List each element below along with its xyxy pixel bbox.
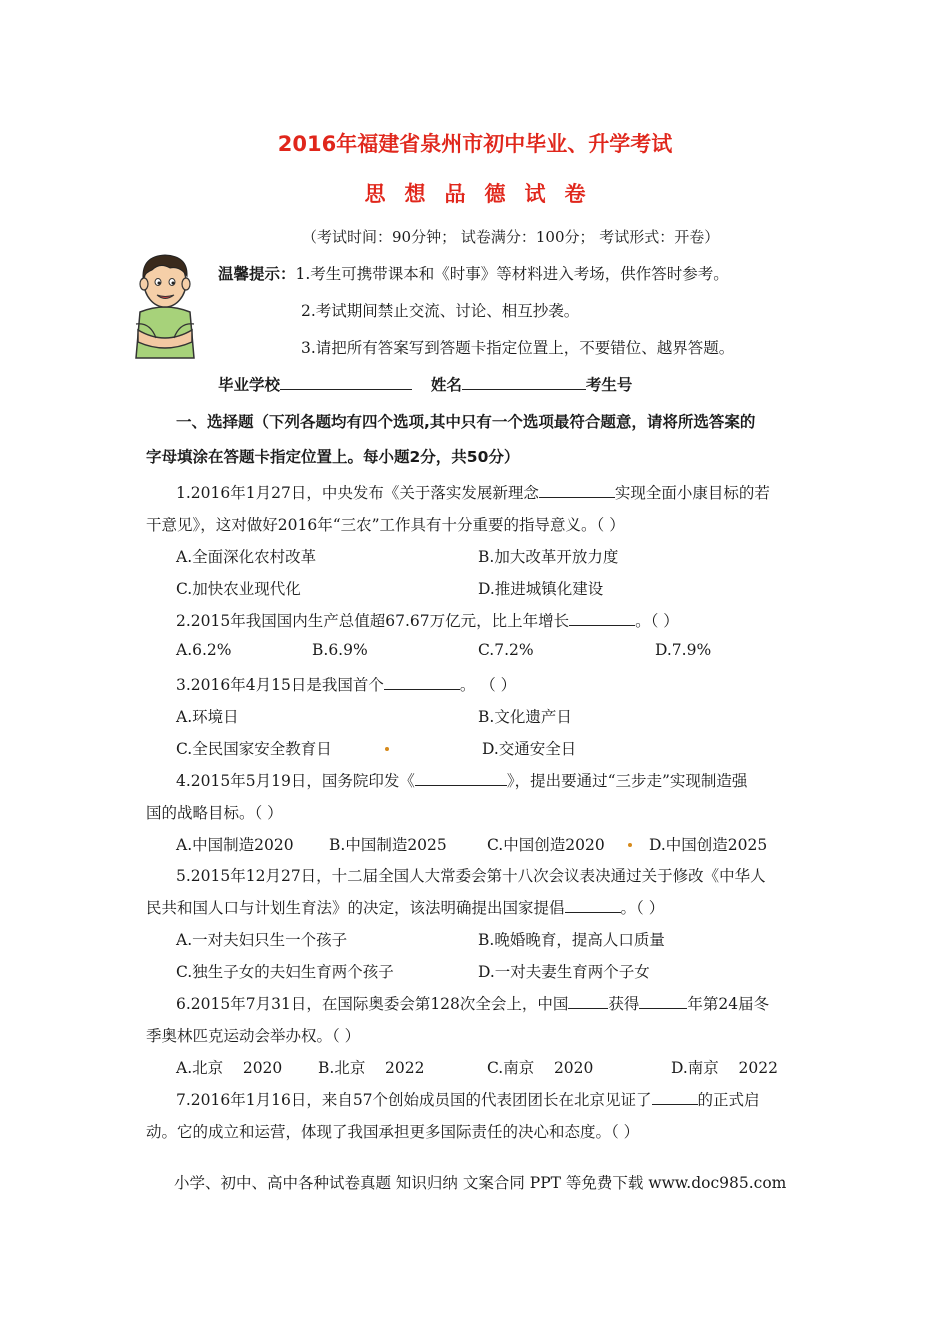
question-text: 7.2016年1月16日，来自57个创始成员国的代表团团长在北京见证了 xyxy=(176,1091,652,1109)
option-b: B.6.9% xyxy=(312,641,368,659)
exam-title: 2016年福建省泉州市初中毕业、升学考试 xyxy=(277,132,673,156)
question-text: 4.2015年5月19日，国务院印发《 xyxy=(176,772,415,790)
question-6-stem xyxy=(176,992,769,1014)
question-2-stem xyxy=(176,609,679,631)
question-text: 。（ ） xyxy=(635,612,679,630)
school-field[interactable] xyxy=(280,375,412,390)
question-text: 获得 xyxy=(608,995,640,1013)
answer-blank xyxy=(415,771,507,786)
section-heading-cont: 字母填涂在答题卡指定位置上。每小题2分，共50分） xyxy=(146,448,520,466)
footer-text: 小学、初中、高中各种试卷真题 知识归纳 文案合同 PPT 等免费下载 www.doc985.com xyxy=(174,1174,787,1192)
question-6-stem-cont: 季奥林匹克运动会举办权。（ ） xyxy=(146,1027,361,1045)
option-a: A.6.2% xyxy=(176,641,232,659)
question-4-stem-cont: 国的战略目标。（ ） xyxy=(146,804,283,822)
option-c: C.加快农业现代化 xyxy=(176,580,301,598)
question-7-stem-cont: 动。它的成立和运营，体现了我国承担更多国际责任的决心和态度。（ ） xyxy=(146,1123,640,1141)
question-text: 的正式启 xyxy=(697,1091,760,1109)
question-text: 。（ ） xyxy=(620,899,665,917)
question-text: 。 （ ） xyxy=(459,676,517,694)
student-id-label: 考生号 xyxy=(585,376,633,394)
question-text: 6.2015年7月31日，在国际奥委会第128次全会上，中国 xyxy=(176,995,569,1013)
tip-item: 1.考生可携带课本和《时事》等材料进入考场，供作答时参考。 xyxy=(295,265,729,283)
student-cartoon-illustration xyxy=(130,250,200,362)
option-b: B.中国制造2025 xyxy=(329,836,447,854)
tips-row-1 xyxy=(218,262,729,284)
option-c: C.南京 2020 xyxy=(487,1059,594,1077)
question-text: 实现全面小康目标的若 xyxy=(614,484,770,502)
option-a: A.中国制造2020 xyxy=(176,836,294,854)
answer-blank xyxy=(565,898,621,913)
exam-subtitle: 思想品德试卷 xyxy=(364,182,605,206)
option-b: B.北京 2022 xyxy=(318,1059,425,1077)
stray-dot xyxy=(385,747,389,751)
question-4-stem xyxy=(176,769,747,791)
option-a: A.环境日 xyxy=(176,708,239,726)
option-d: D.一对夫妻生育两个子女 xyxy=(478,963,650,981)
answer-blank xyxy=(652,1090,698,1105)
option-c: C.7.2% xyxy=(478,641,534,659)
tip-item: 3.请把所有答案写到答题卡指定位置上，不要错位、越界答题。 xyxy=(301,339,735,357)
option-b: B.晚婚晚育，提高人口质量 xyxy=(478,931,665,949)
stray-dot xyxy=(628,843,632,847)
option-d: D.交通安全日 xyxy=(482,740,577,758)
school-label: 毕业学校 xyxy=(218,376,281,394)
exam-info: （考试时间：90分钟； 试卷满分：100分； 考试形式：开卷） xyxy=(302,228,720,246)
question-5-stem-cont xyxy=(146,896,664,918)
question-text: 1.2016年1月27日，中央发布《关于落实发展新理念 xyxy=(176,484,539,502)
question-7-stem xyxy=(176,1088,760,1110)
option-a: A.北京 2020 xyxy=(176,1059,283,1077)
question-1-stem-cont: 干意见》，这对做好2016年“三农”工作具有十分重要的指导意义。（ ） xyxy=(146,516,625,534)
option-c: C.全民国家安全教育日 xyxy=(176,740,332,758)
option-b: B.加大改革开放力度 xyxy=(478,548,619,566)
question-text: 民共和国人口与计划生育法》的决定，该法明确提出国家提倡 xyxy=(146,899,565,917)
name-label: 姓名 xyxy=(430,376,462,394)
option-a: A.全面深化农村改革 xyxy=(176,548,317,566)
question-text: 3.2016年4月15日是我国首个 xyxy=(176,676,384,694)
question-text: 》，提出要通过“三步走”实现制造强 xyxy=(506,772,748,790)
question-1-stem xyxy=(176,481,770,503)
option-a: A.一对夫妇只生一个孩子 xyxy=(176,931,348,949)
tip-item: 2.考试期间禁止交流、讨论、相互抄袭。 xyxy=(301,302,580,320)
option-d: D.推进城镇化建设 xyxy=(478,580,604,598)
answer-blank xyxy=(568,994,608,1009)
question-text: 2.2015年我国国内生产总值超67.67万亿元，比上年增长 xyxy=(176,612,570,630)
question-5-stem: 5.2015年12月27日，十二届全国人大常委会第十八次会议表决通过关于修改《中华人 xyxy=(176,867,766,885)
question-3-stem xyxy=(176,673,516,695)
option-d: D.中国创造2025 xyxy=(649,836,768,854)
question-text: 年第24届冬 xyxy=(687,995,770,1013)
option-d: D.7.9% xyxy=(655,641,712,659)
answer-blank xyxy=(539,483,615,498)
name-field[interactable] xyxy=(462,375,586,390)
option-c: C.中国创造2020 xyxy=(487,836,605,854)
student-info-row xyxy=(218,373,632,395)
option-c: C.独生子女的夫妇生育两个孩子 xyxy=(176,963,394,981)
option-d: D.南京 2022 xyxy=(671,1059,778,1077)
section-heading: 一、选择题（下列各题均有四个选项,其中只有一个选项最符合题意，请将所选答案的 xyxy=(176,413,756,431)
tips-label: 温馨提示： xyxy=(218,265,296,283)
option-b: B.文化遗产日 xyxy=(478,708,572,726)
answer-blank xyxy=(639,994,687,1009)
answer-blank xyxy=(569,611,635,626)
answer-blank xyxy=(384,675,460,690)
